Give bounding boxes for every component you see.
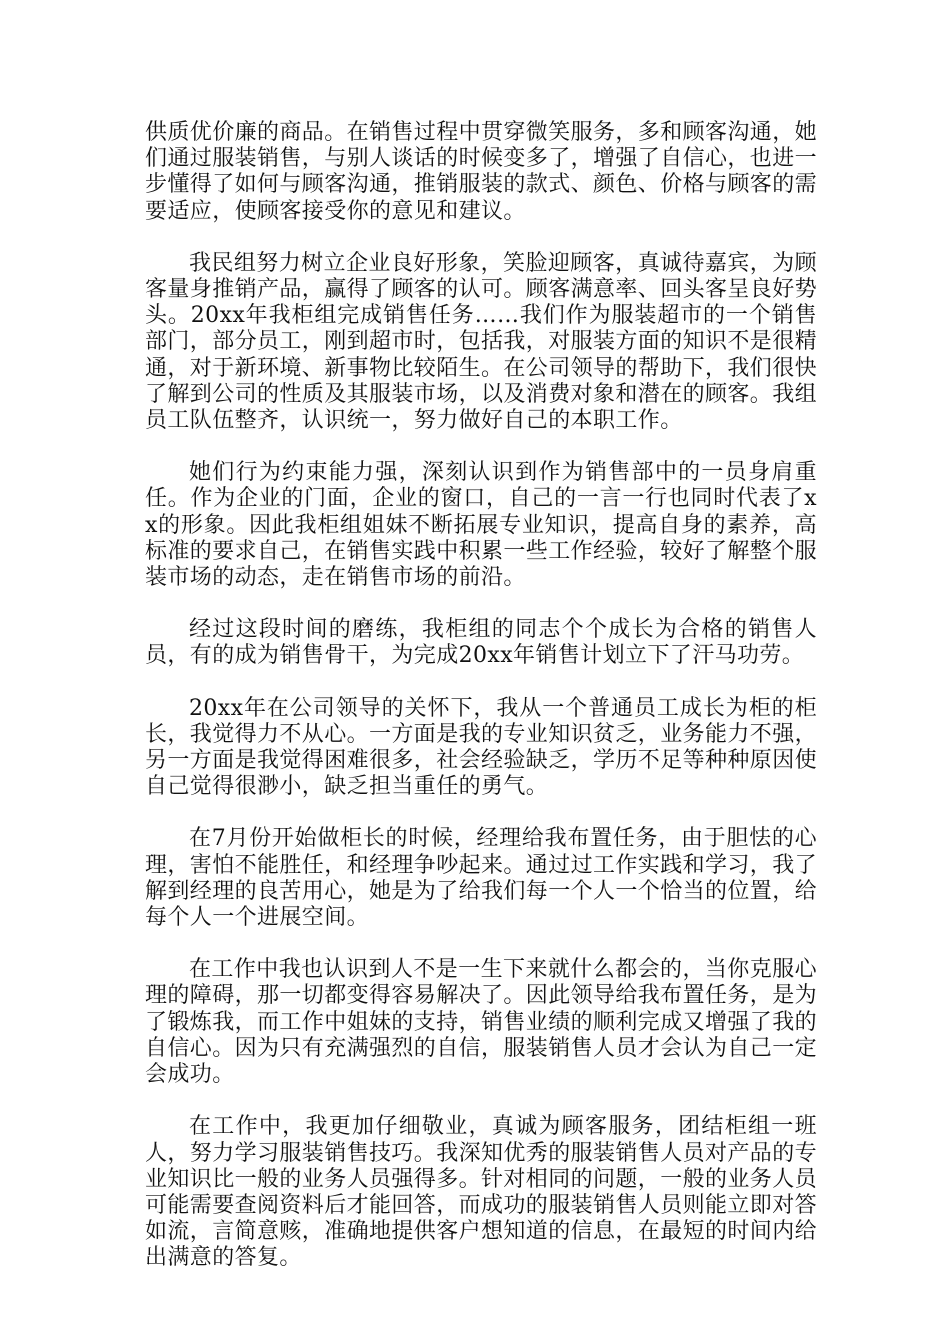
paragraph-8: 在工作中，我更加仔细敬业，真诚为顾客服务，团结柜组一班人，努力学习服装销售技巧。我深知优秀的服装销售人员对产品的专业知识比一般的业务人员强得多。针对相同的问题，一般的业务人员可能需要查阅资料后才能回答，而成功的服装销售人员则能立即对答如流，言简意赅，准确地提供客户想知道的信息，在最短的时间内给出满意的答复。: [145, 1114, 818, 1271]
paragraph-4: 经过这段时间的磨练，我柜组的同志个个成长为合格的销售人员，有的成为销售骨干，为完成20xx年销售计划立下了汗马功劳。: [145, 617, 817, 669]
paragraph-5: 20xx年在公司领导的关怀下，我从一个普通员工成长为柜的柜长，我觉得力不从心。一方面是我的专业知识贫乏，业务能力不强，另一方面是我觉得困难很多，社会经验缺乏，学历不足等种种原因使自己觉得很渺小，缺乏担当重任的勇气。: [145, 695, 818, 800]
paragraph-1: 供质优价廉的商品。在销售过程中贯穿微笑服务，多和顾客沟通，她们通过服装销售，与别人谈话的时候变多了，增强了自信心，也进一步懂得了如何与顾客沟通，推销服装的款式、颜色、价格与顾客的需要适应，使顾客接受你的意见和建议。: [145, 120, 818, 224]
paragraph-2: 我民组努力树立企业良好形象，笑脸迎顾客，真诚待嘉宾，为顾客量身推销产品，赢得了顾客的认可。顾客满意率、回头客呈良好势头。20xx年我柜组完成销售任务……我们作为服装超市的一个销售部门，部分员工，刚到超市时，包括我，对服装方面的知识不是很精通，对于新环境、新事物比较陌生。在公司领导的帮助下，我们很快了解到公司的性质及其服装市场，以及消费对象和潜在的顾客。我组员工队伍整齐，认识统一，努力做好自己的本职工作。: [145, 250, 818, 434]
paragraph-3: 她们行为约束能力强，深刻认识到作为销售部中的一员身肩重任。作为企业的门面，企业的窗口，自己的一言一行也同时代表了xx的形象。因此我柜组姐妹不断拓展专业知识，提高自身的素养，高标准的要求自己，在销售实践中积累一些工作经验，较好了解整个服装市场的动态，走在销售市场的前沿。: [145, 460, 818, 591]
document-page: [145, 120, 817, 1298]
paragraph-6: 在7月份开始做柜长的时候，经理给我布置任务，由于胆怯的心理，害怕不能胜任，和经理争吵起来。通过过工作实践和学习，我了解到经理的良苦用心，她是为了给我们每一个人一个恰当的位置，给每个人一个进展空间。: [145, 826, 818, 931]
paragraph-7: 在工作中我也认识到人不是一生下来就什么都会的，当你克服心理的障碍，那一切都变得容易解决了。因此领导给我布置任务，是为了锻炼我，而工作中姐妹的支持，销售业绩的顺利完成又增强了我的自信心。因为只有充满强烈的自信，服装销售人员才会认为自己一定会成功。: [145, 957, 818, 1088]
